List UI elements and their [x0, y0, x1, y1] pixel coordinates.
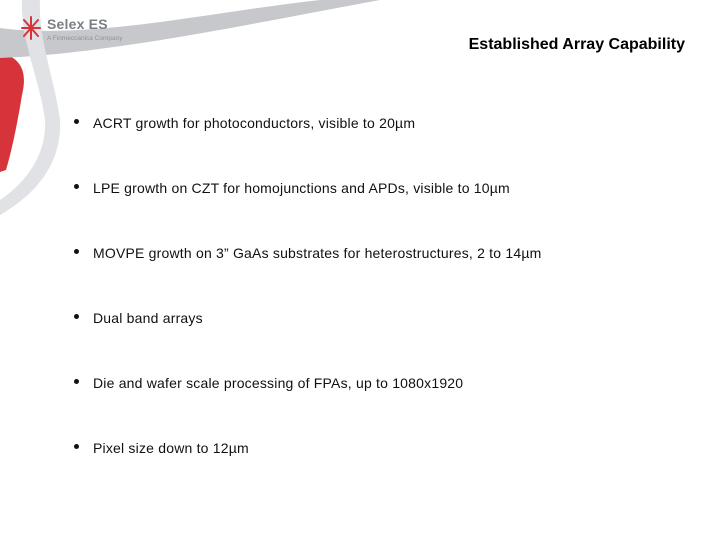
bullet-dot-icon [74, 119, 79, 124]
logo-starburst-icon [20, 14, 42, 42]
bullet-item [70, 244, 690, 309]
bullet-dot-icon [74, 249, 79, 254]
bullet-item [70, 374, 690, 439]
red-swoosh [0, 52, 24, 172]
bullet-dot-icon [74, 314, 79, 319]
bullet-text: Pixel size down to 12µm [93, 440, 249, 456]
bullet-item [70, 309, 690, 374]
bullet-dot-icon [74, 184, 79, 189]
bullet-text: Dual band arrays [93, 310, 203, 326]
page-title: Established Array Capability [468, 36, 685, 53]
bullet-dot-icon [74, 379, 79, 384]
bullet-dot-icon [74, 444, 79, 449]
bullet-text: Die and wafer scale processing of FPAs, up to 1080x1920 [93, 375, 464, 391]
bullet-list [70, 114, 690, 504]
bullet-item [70, 114, 690, 179]
bullet-item [70, 439, 690, 504]
bullet-text: LPE growth on CZT for homojunctions and APDs, visible to 10µm [93, 180, 510, 196]
bullet-item [70, 179, 690, 244]
bullet-text: ACRT growth for photoconductors, visible to 20µm [93, 115, 416, 131]
bullet-text: MOVPE growth on 3” GaAs substrates for heterostructures, 2 to 14µm [93, 245, 542, 261]
logo-tagline: A Finmeccanica Company [47, 35, 123, 42]
logo-name: Selex ES [47, 16, 108, 32]
company-logo [20, 14, 140, 54]
